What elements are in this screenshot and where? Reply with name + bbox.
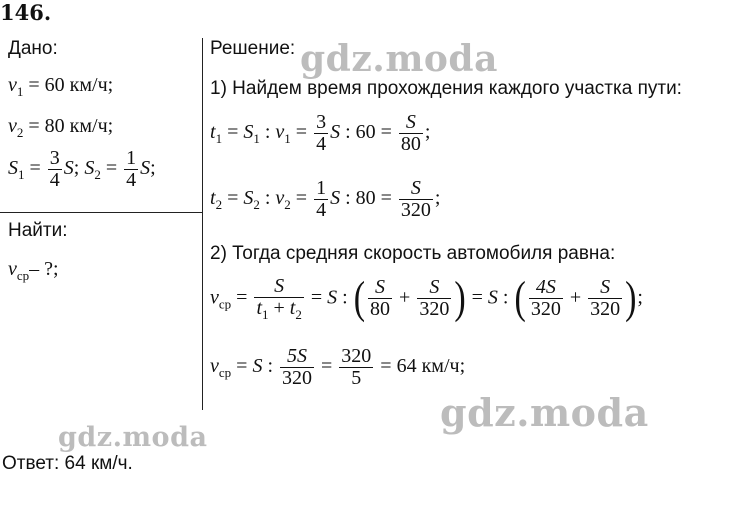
result-value: = 64 км/ч; <box>380 355 466 378</box>
given-s1-fraction: $\frac{3}{4}$ <box>49 147 60 191</box>
t1-value: : 60 = <box>340 121 397 144</box>
t2-value: : 80 = <box>340 187 397 210</box>
given-v1: $v_1 = 60$ км/ч; <box>8 74 114 99</box>
watermark-bottom-right: gdz.moda <box>440 390 649 435</box>
given-find-divider <box>0 212 202 213</box>
solution-header: Решение: <box>210 38 296 59</box>
given-s2-fraction: $\frac{1}{4}$ <box>126 147 137 191</box>
equation-vavg: $v_{ср}$ = $\frac{S}{t_1 + t_2}$ = S : ( $\frac{S}{80}$ + $\frac{S}{320}$ ) = S : ( $\frac{4S}{320}$ + $\frac{S}{320}$ ); <box>210 273 643 324</box>
given-s1-eq: = <box>29 157 46 180</box>
find-header: Найти: <box>8 220 68 241</box>
given-header: Дано: <box>8 38 58 59</box>
given-v2: $v_2 = 80$ км/ч; <box>8 115 114 140</box>
given-v1-value: = 60 км/ч; <box>28 74 114 96</box>
given-v2-value: = 80 км/ч; <box>28 115 114 137</box>
find-item: $v_{ср}-$ ?; <box>8 258 59 283</box>
watermark-bottom-left: gdz.moda <box>58 422 208 453</box>
equation-vresult: $v_{ср} = S$ : $\frac{5S}{320}$ = $\frac{320}{5}$ = 64 км/ч; <box>210 345 466 389</box>
equation-t2: $t_2 = S_2$ : $v_2$ = $\frac{1}{4}$ S : 80 = $\frac{S}{320}$ ; <box>210 177 441 221</box>
given-sep: ; <box>73 157 85 180</box>
solution-step1: 1) Найдем время прохождения каждого участка пути: <box>210 78 682 99</box>
solution-step2: 2) Тогда средняя скорость автомобиля равна: <box>210 243 616 264</box>
find-item-text: – ?; <box>29 258 59 280</box>
given-s: $S_1$ = $\frac{3}{4}$ S; $S_2$ = $\frac{1}{4}$ S; <box>8 147 156 191</box>
watermark-top: gdz.moda <box>300 38 498 80</box>
problem-number: 146. <box>0 0 52 25</box>
answer: Ответ: 64 км/ч. <box>2 453 133 474</box>
equation-t1: $t_1 = S_1$ : $v_1$ = $\frac{3}{4}$ S : 60 = $\frac{S}{80}$ ; <box>210 111 431 155</box>
column-divider <box>202 38 203 410</box>
